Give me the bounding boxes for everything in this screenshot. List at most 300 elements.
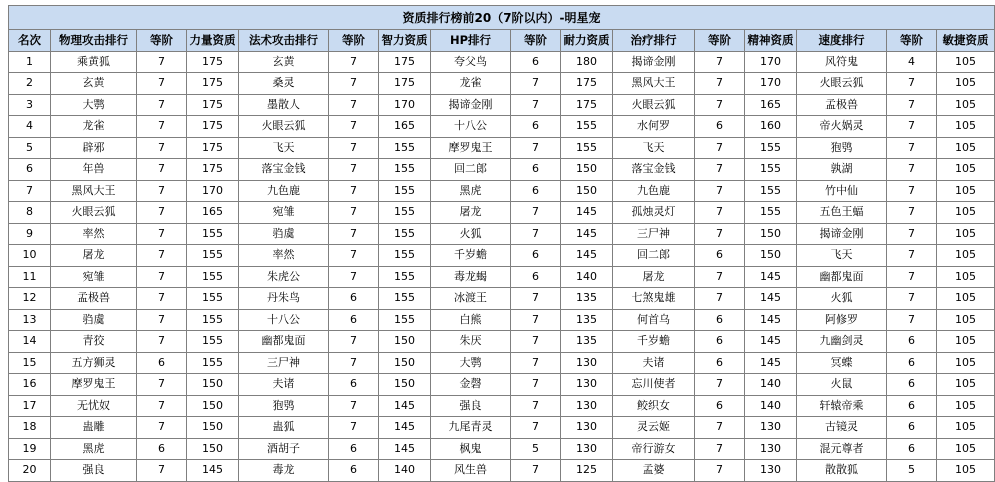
table-row — [9, 309, 995, 331]
table-cell: 4 — [9, 116, 51, 138]
table-cell: 鲛织女 — [613, 395, 695, 417]
table-row — [9, 288, 995, 310]
table-cell: 145 — [187, 460, 239, 482]
table-cell: 7 — [887, 116, 937, 138]
table-cell: 6 — [887, 352, 937, 374]
table-cell: 155 — [187, 266, 239, 288]
column-header: 等阶 — [137, 30, 187, 52]
table-row — [9, 374, 995, 396]
table-cell: 散散狐 — [797, 460, 887, 482]
table-cell: 7 — [695, 137, 745, 159]
table-cell: 7 — [887, 223, 937, 245]
table-cell: 6 — [887, 417, 937, 439]
table-row — [9, 460, 995, 482]
table-cell: 7 — [137, 266, 187, 288]
table-cell: 十八公 — [431, 116, 511, 138]
table-cell: 175 — [561, 73, 613, 95]
column-header: 物理攻击排行 — [51, 30, 137, 52]
table-cell: 145 — [379, 417, 431, 439]
table-cell: 6 — [695, 245, 745, 267]
table-cell: 夸父鸟 — [431, 51, 511, 73]
table-cell: 幽都鬼面 — [239, 331, 329, 353]
table-cell: 150 — [561, 159, 613, 181]
table-cell: 6 — [329, 288, 379, 310]
table-cell: 7 — [329, 417, 379, 439]
table-cell: 105 — [937, 374, 995, 396]
table-row — [9, 223, 995, 245]
column-header: HP排行 — [431, 30, 511, 52]
table-cell: 黑风大王 — [51, 180, 137, 202]
table-cell: 145 — [379, 395, 431, 417]
table-cell: 冰渡王 — [431, 288, 511, 310]
table-cell: 7 — [511, 137, 561, 159]
table-cell: 飞天 — [239, 137, 329, 159]
table-cell: 7 — [511, 73, 561, 95]
table-cell: 火狐 — [797, 288, 887, 310]
table-cell: 孟极兽 — [51, 288, 137, 310]
table-cell: 7 — [329, 116, 379, 138]
table-cell: 蛊狐 — [239, 417, 329, 439]
table-cell: 落宝金钱 — [239, 159, 329, 181]
table-cell: 7 — [887, 202, 937, 224]
column-header: 精神资质 — [745, 30, 797, 52]
table-row — [9, 266, 995, 288]
table-cell: 155 — [745, 137, 797, 159]
table-cell: 丹朱鸟 — [239, 288, 329, 310]
table-cell: 14 — [9, 331, 51, 353]
table-cell: 105 — [937, 159, 995, 181]
table-cell: 屠龙 — [51, 245, 137, 267]
table-cell: 7 — [137, 245, 187, 267]
table-cell: 夫诸 — [239, 374, 329, 396]
table-cell: 火眼云狐 — [797, 73, 887, 95]
table-cell: 155 — [561, 137, 613, 159]
table-cell: 墨散人 — [239, 94, 329, 116]
table-cell: 155 — [379, 266, 431, 288]
table-cell: 105 — [937, 266, 995, 288]
table-cell: 毒龙蝎 — [431, 266, 511, 288]
table-cell: 155 — [187, 309, 239, 331]
table-cell: 155 — [187, 331, 239, 353]
table-cell: 175 — [187, 137, 239, 159]
table-cell: 7 — [137, 159, 187, 181]
table-cell: 7 — [695, 460, 745, 482]
table-cell: 黑风大王 — [613, 73, 695, 95]
table-cell: 7 — [511, 374, 561, 396]
table-cell: 175 — [379, 73, 431, 95]
column-header: 智力资质 — [379, 30, 431, 52]
table-cell: 155 — [187, 352, 239, 374]
table-cell: 130 — [745, 438, 797, 460]
table-cell: 155 — [187, 223, 239, 245]
column-header: 治疗排行 — [613, 30, 695, 52]
table-cell: 7 — [695, 438, 745, 460]
table-cell: 7 — [695, 417, 745, 439]
table-cell: 15 — [9, 352, 51, 374]
table-row — [9, 417, 995, 439]
table-cell: 135 — [561, 331, 613, 353]
column-header: 力量资质 — [187, 30, 239, 52]
table-cell: 7 — [511, 309, 561, 331]
table-cell: 130 — [745, 460, 797, 482]
table-cell: 165 — [379, 116, 431, 138]
table-cell: 忘川使者 — [613, 374, 695, 396]
table-cell: 孟婆 — [613, 460, 695, 482]
table-cell: 7 — [329, 51, 379, 73]
table-cell: 黑虎 — [431, 180, 511, 202]
table-cell: 7 — [511, 395, 561, 417]
table-cell: 6 — [511, 266, 561, 288]
table-cell: 7 — [329, 352, 379, 374]
table-cell: 150 — [379, 331, 431, 353]
table-cell: 水何罗 — [613, 116, 695, 138]
table-cell: 175 — [187, 73, 239, 95]
table-cell: 7 — [511, 288, 561, 310]
table-cell: 古镜灵 — [797, 417, 887, 439]
column-header: 法术攻击排行 — [239, 30, 329, 52]
table-cell: 7 — [511, 331, 561, 353]
table-row — [9, 94, 995, 116]
table-cell: 13 — [9, 309, 51, 331]
table-cell: 5 — [887, 460, 937, 482]
table-body — [9, 51, 995, 481]
table-row — [9, 180, 995, 202]
table-row — [9, 395, 995, 417]
table-cell: 7 — [695, 94, 745, 116]
table-cell: 105 — [937, 395, 995, 417]
table-cell: 16 — [9, 374, 51, 396]
table-cell: 145 — [379, 438, 431, 460]
table-cell: 6 — [137, 352, 187, 374]
table-cell: 6 — [695, 352, 745, 374]
table-cell: 无忧奴 — [51, 395, 137, 417]
table-cell: 175 — [187, 116, 239, 138]
table-cell: 强良 — [51, 460, 137, 482]
table-cell: 千岁蟾 — [613, 331, 695, 353]
table-cell: 九色鹿 — [613, 180, 695, 202]
table-cell: 7 — [695, 159, 745, 181]
table-cell: 驺虞 — [51, 309, 137, 331]
table-cell: 7 — [137, 94, 187, 116]
table-cell: 1 — [9, 51, 51, 73]
table-cell: 7 — [137, 223, 187, 245]
table-cell: 160 — [745, 116, 797, 138]
table-cell: 145 — [745, 309, 797, 331]
table-cell: 6 — [511, 245, 561, 267]
table-cell: 6 — [511, 159, 561, 181]
table-cell: 屠龙 — [431, 202, 511, 224]
column-header: 耐力资质 — [561, 30, 613, 52]
table-cell: 帝行游女 — [613, 438, 695, 460]
table-cell: 6 — [887, 438, 937, 460]
table-cell: 7 — [887, 137, 937, 159]
table-cell: 蛊雕 — [51, 417, 137, 439]
table-cell: 6 — [695, 309, 745, 331]
table-cell: 7 — [329, 137, 379, 159]
table-cell: 7 — [329, 223, 379, 245]
table-cell: 130 — [561, 395, 613, 417]
table-cell: 145 — [745, 266, 797, 288]
table-cell: 165 — [187, 202, 239, 224]
table-row — [9, 73, 995, 95]
table-cell: 105 — [937, 202, 995, 224]
table-cell: 帝火娲灵 — [797, 116, 887, 138]
table-cell: 七煞鬼雄 — [613, 288, 695, 310]
table-cell: 155 — [379, 137, 431, 159]
table-cell: 150 — [187, 374, 239, 396]
table-cell: 落宝金钱 — [613, 159, 695, 181]
table-row — [9, 331, 995, 353]
table-cell: 8 — [9, 202, 51, 224]
table-cell: 7 — [137, 73, 187, 95]
table-cell: 冥蝶 — [797, 352, 887, 374]
table-cell: 7 — [511, 417, 561, 439]
table-cell: 火狐 — [431, 223, 511, 245]
table-cell: 7 — [511, 352, 561, 374]
table-cell: 7 — [887, 266, 937, 288]
table-cell: 玄黄 — [239, 51, 329, 73]
table-cell: 135 — [561, 288, 613, 310]
table-cell: 105 — [937, 137, 995, 159]
table-cell: 130 — [561, 352, 613, 374]
table-cell: 7 — [137, 288, 187, 310]
table-cell: 155 — [379, 202, 431, 224]
table-cell: 6 — [329, 460, 379, 482]
table-cell: 7 — [695, 51, 745, 73]
table-cell: 7 — [887, 288, 937, 310]
table-cell: 105 — [937, 460, 995, 482]
table-cell: 朱厌 — [431, 331, 511, 353]
table-cell: 150 — [187, 417, 239, 439]
table-cell: 140 — [561, 266, 613, 288]
table-cell: 105 — [937, 180, 995, 202]
table-cell: 150 — [379, 352, 431, 374]
table-cell: 150 — [379, 374, 431, 396]
table-cell: 145 — [561, 202, 613, 224]
table-cell: 7 — [137, 202, 187, 224]
table-cell: 7 — [695, 223, 745, 245]
table-cell: 7 — [137, 417, 187, 439]
table-cell: 155 — [187, 288, 239, 310]
table-cell: 145 — [561, 223, 613, 245]
table-row — [9, 159, 995, 181]
table-cell: 7 — [887, 94, 937, 116]
table-cell: 175 — [379, 51, 431, 73]
table-cell: 6 — [511, 116, 561, 138]
table-cell: 孤烛灵灯 — [613, 202, 695, 224]
table-cell: 105 — [937, 73, 995, 95]
table-cell: 105 — [937, 51, 995, 73]
table-cell: 竹中仙 — [797, 180, 887, 202]
table-cell: 155 — [745, 202, 797, 224]
table-cell: 105 — [937, 116, 995, 138]
table-cell: 165 — [745, 94, 797, 116]
table-cell: 150 — [187, 438, 239, 460]
table-cell: 大鹗 — [51, 94, 137, 116]
table-row — [9, 352, 995, 374]
table-cell: 7 — [329, 159, 379, 181]
title-row — [9, 6, 995, 30]
table-cell: 千岁蟾 — [431, 245, 511, 267]
table-cell: 7 — [695, 374, 745, 396]
table-cell: 火眼云狐 — [239, 116, 329, 138]
table-cell: 大鹗 — [431, 352, 511, 374]
table-cell: 7 — [137, 309, 187, 331]
table-cell: 辟邪 — [51, 137, 137, 159]
table-cell: 7 — [329, 73, 379, 95]
table-cell: 毒龙 — [239, 460, 329, 482]
table-cell: 170 — [745, 73, 797, 95]
table-cell: 6 — [887, 395, 937, 417]
table-cell: 龙雀 — [51, 116, 137, 138]
table-cell: 率然 — [51, 223, 137, 245]
table-cell: 155 — [187, 245, 239, 267]
table-row — [9, 245, 995, 267]
table-cell: 105 — [937, 309, 995, 331]
table-cell: 7 — [137, 137, 187, 159]
table-cell: 乘黄狐 — [51, 51, 137, 73]
table-cell: 7 — [137, 460, 187, 482]
table-cell: 7 — [511, 94, 561, 116]
table-cell: 飞天 — [613, 137, 695, 159]
table-cell: 龙雀 — [431, 73, 511, 95]
table-cell: 混元尊者 — [797, 438, 887, 460]
header-row — [9, 30, 995, 52]
table-cell: 桑灵 — [239, 73, 329, 95]
table-cell: 130 — [745, 417, 797, 439]
table-cell: 19 — [9, 438, 51, 460]
table-cell: 155 — [379, 288, 431, 310]
table-cell: 175 — [187, 159, 239, 181]
table-cell: 150 — [561, 180, 613, 202]
table-cell: 白熊 — [431, 309, 511, 331]
table-cell: 175 — [187, 94, 239, 116]
table-cell: 7 — [329, 245, 379, 267]
table-cell: 7 — [887, 73, 937, 95]
table-cell: 7 — [329, 94, 379, 116]
table-cell: 11 — [9, 266, 51, 288]
table-cell: 155 — [379, 180, 431, 202]
table-cell: 155 — [379, 159, 431, 181]
table-cell: 7 — [137, 331, 187, 353]
table-cell: 7 — [137, 374, 187, 396]
table-cell: 灵云姬 — [613, 417, 695, 439]
table-cell: 7 — [511, 202, 561, 224]
table-cell: 105 — [937, 94, 995, 116]
table-cell: 五色王蝠 — [797, 202, 887, 224]
table-cell: 145 — [745, 331, 797, 353]
table-cell: 黑虎 — [51, 438, 137, 460]
table-cell: 7 — [511, 460, 561, 482]
table-cell: 率然 — [239, 245, 329, 267]
table-cell: 170 — [745, 51, 797, 73]
table-cell: 回二郎 — [431, 159, 511, 181]
table-cell: 飞天 — [797, 245, 887, 267]
table-cell: 阿修罗 — [797, 309, 887, 331]
table-cell: 135 — [561, 309, 613, 331]
table-cell: 175 — [187, 51, 239, 73]
table-cell: 155 — [745, 180, 797, 202]
table-cell: 170 — [379, 94, 431, 116]
table-cell: 7 — [137, 51, 187, 73]
table-cell: 140 — [379, 460, 431, 482]
table-cell: 175 — [561, 94, 613, 116]
table-row — [9, 137, 995, 159]
table-cell: 7 — [329, 266, 379, 288]
table-cell: 150 — [745, 223, 797, 245]
table-cell: 火鼠 — [797, 374, 887, 396]
table-cell: 宛雏 — [239, 202, 329, 224]
table-cell: 145 — [561, 245, 613, 267]
table-row — [9, 202, 995, 224]
table-cell: 10 — [9, 245, 51, 267]
table-cell: 屠龙 — [613, 266, 695, 288]
table-cell: 五方狮灵 — [51, 352, 137, 374]
table-cell: 105 — [937, 223, 995, 245]
column-header: 名次 — [9, 30, 51, 52]
table-cell: 105 — [937, 352, 995, 374]
table-cell: 6 — [329, 374, 379, 396]
table-cell: 7 — [695, 202, 745, 224]
table-cell: 125 — [561, 460, 613, 482]
ranking-table — [8, 5, 995, 482]
table-cell: 2 — [9, 73, 51, 95]
table-cell: 6 — [887, 374, 937, 396]
table-row — [9, 438, 995, 460]
table-cell: 105 — [937, 331, 995, 353]
table-cell: 4 — [887, 51, 937, 73]
table-cell: 九尾青灵 — [431, 417, 511, 439]
column-header: 等阶 — [329, 30, 379, 52]
table-cell: 6 — [329, 438, 379, 460]
table-cell: 7 — [137, 116, 187, 138]
table-cell: 九色鹿 — [239, 180, 329, 202]
table-cell: 6 — [329, 309, 379, 331]
table-cell: 155 — [745, 159, 797, 181]
table-cell: 酒胡子 — [239, 438, 329, 460]
table-cell: 6 — [695, 395, 745, 417]
table-cell: 7 — [329, 395, 379, 417]
table-cell: 7 — [511, 223, 561, 245]
table-cell: 5 — [9, 137, 51, 159]
table-cell: 7 — [9, 180, 51, 202]
table-cell: 6 — [511, 180, 561, 202]
table-cell: 三尸神 — [239, 352, 329, 374]
table-cell: 金磬 — [431, 374, 511, 396]
table-cell: 狍鸮 — [797, 137, 887, 159]
column-header: 等阶 — [887, 30, 937, 52]
table-cell: 7 — [887, 245, 937, 267]
table-cell: 夫诸 — [613, 352, 695, 374]
table-row — [9, 116, 995, 138]
table-cell: 孰湖 — [797, 159, 887, 181]
table-cell: 140 — [745, 374, 797, 396]
column-header: 敏捷资质 — [937, 30, 995, 52]
table-cell: 玄黄 — [51, 73, 137, 95]
table-cell: 150 — [745, 245, 797, 267]
table-cell: 轩辕帝乘 — [797, 395, 887, 417]
table-row — [9, 51, 995, 73]
table-cell: 九幽剑灵 — [797, 331, 887, 353]
table-cell: 狍鸮 — [239, 395, 329, 417]
column-header: 等阶 — [511, 30, 561, 52]
table-cell: 180 — [561, 51, 613, 73]
table-cell: 摩罗鬼王 — [51, 374, 137, 396]
table-cell: 145 — [745, 288, 797, 310]
table-cell: 105 — [937, 438, 995, 460]
table-cell: 幽都鬼面 — [797, 266, 887, 288]
table-cell: 7 — [887, 180, 937, 202]
